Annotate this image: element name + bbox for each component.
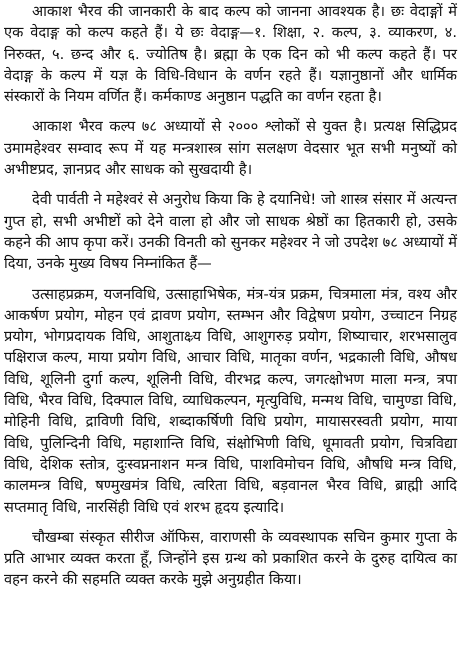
paragraph-kalpa-intro: आकाश भैरव की जानकारी के बाद कल्प को जानना आवश्यक है। छः वेदाङ्गों में एक वेदाङ्ग को कल्प कहते हैं। ये छः वेदाङ्ग—१. शिक्षा, २. कल्प, ३. व्याकरण, ४. निरुक्त, ५. छन्द और ६. ज्योतिष है। ब्रह्मा के एक दिन को भी कल्प कहते हैं। पर वेदाङ्ग के कल्प में यज्ञ के विधि-विधान के वर्णन रहते हैं। यज्ञानुष्ठानों और धार्मिक संस्कारों के नियम वर्णित हैं। कर्मकाण्ड अनुष्ठान पद्धति का वर्णन रहता है। [4, 3, 457, 106]
paragraph-parvati-request: देवी पार्वती ने महेश्वरं से अनुरोध किया कि हे दयानिधे! जो शास्त्र संसार में अत्यन्त गुप्त हो, सभी अभीष्टों को देने वाला हो और जो साधक श्रेष्ठों का हितकारी हो, उसके कहने की आप कृपा करें। उनकी विनती को सुनकर महेश्वर ने जो उपदेश ७८ अध्यायों में दिया, उनके मुख्य विषय निम्नांकित हैं— [4, 191, 457, 273]
paragraph-topic-list: उत्साहप्रक्रम, यजनविधि, उत्साहाभिषेक, मंत्र-यंत्र प्रक्रम, चित्रमाला मंत्र, वश्य और आकर्षण प्रयोग, मोहन एवं द्रावण प्रयोग, स्तम्भन और विद्वेषण प्रयोग, उच्चाटन निग्रह प्रयोग, भोगप्रदायक विधि, आशुताक्ष्र्य विधि, आशुगरुड़ प्रयोग, शिष्याचार, शरभसालुव पक्षिराज कल्प, माया प्रयोग विधि, आचार विधि, मातृका वर्णन, भद्रकाली विधि, औषध विधि, शूलिनी दुर्गा कल्प, शूलिनी विधि, वीरभद्र कल्प, जगत्क्षोभण माला मन्त्र, त्रपा विधि, भैरव विधि, दिक्पाल विधि, व्याधिकल्पन, मृत्युविधि, मन्मथ विधि, चामुण्डा विधि, मोहिनी विधि, द्राविणी विधि, शब्दाकर्षिणी विधि प्रयोग, मायासरस्वती प्रयोग, माया विधि, पुलिन्दिनी विधि, महाशान्ति विधि, संक्षोभिणी विधि, धूमावती प्रयोग, चित्रविद्या विधि, देशिक स्तोत्र, दुःस्वप्ननाशन मन्त्र विधि, पाशविमोचन विधि, औषधि मन्त्र विधि, कालमन्त्र विधि, षण्मुखमंत्र विधि, त्वरिता विधि, बड़वानल भैरव विधि, ब्राह्मी आदि सप्तमातृ विधि, नारसिंही विधि एवं शरभ हृदय इत्यादि। [4, 285, 457, 516]
paragraph-akash-bhairav-kalpa: आकाश भैरव कल्प ७८ अध्यायों से २००० श्लोकों से युक्त है। प्रत्यक्ष सिद्धिप्रद उमामहेश्वर सम्वाद रूप में यह मन्त्रशास्त्र सांग सलक्षण वेदसार भूत सभी मनुष्यों को अभीष्टप्रद, ज्ञानप्रद और साधक को सुखदायी है। [4, 118, 457, 179]
paragraph-acknowledgement: चौखम्बा संस्कृत सीरीज ऑफिस, वाराणसी के व्यवस्थापक सचिन कुमार गुप्ता के प्रति आभार व्यक्त करता हूँ, जिन्होंने इस ग्रन्थ को प्रकाशित करने के दुरुह दायित्व का वहन करने की सहमति व्यक्त करके मुझे अनुग्रहीत किया। [4, 528, 457, 589]
